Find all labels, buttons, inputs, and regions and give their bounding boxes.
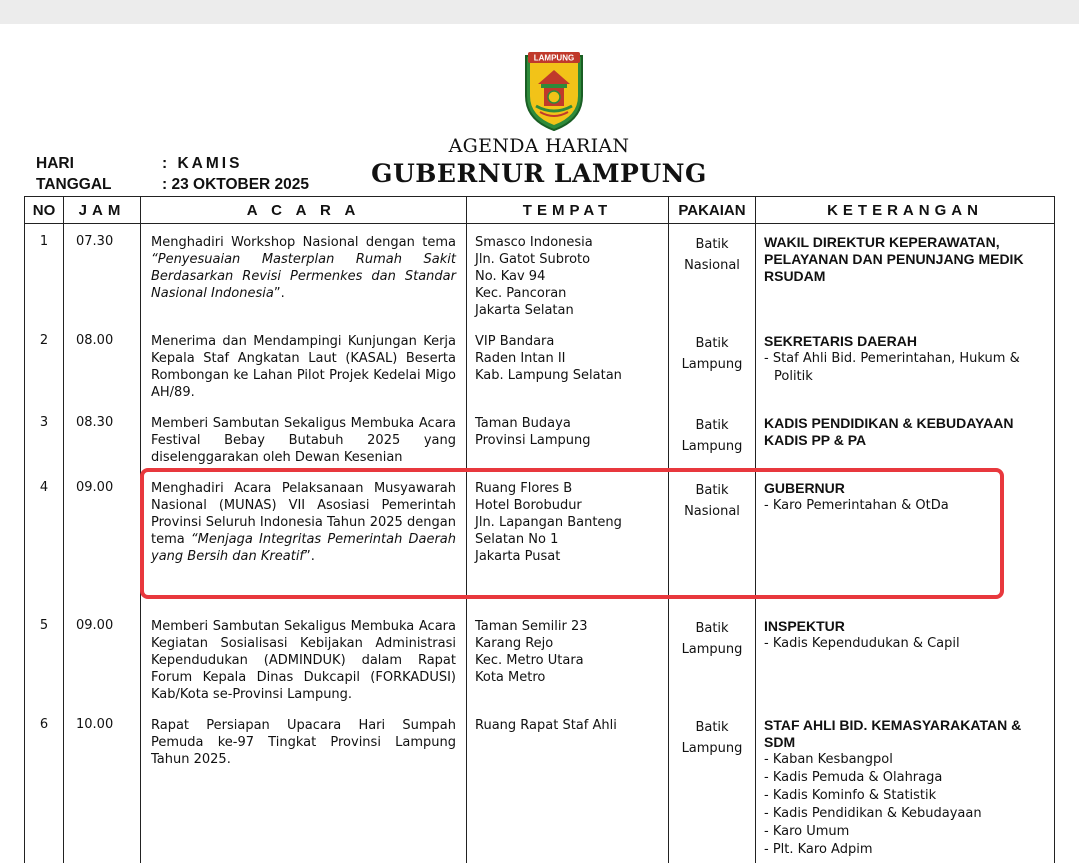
acara-em-text: “Menjaga Integritas Pemerintah Daerah yang Bersih dan Kreatif	[151, 532, 457, 564]
tempat-line: Jakarta Pusat	[475, 549, 561, 564]
tempat-line: Hotel Borobudur	[475, 498, 582, 513]
acara-pre-text: Menghadiri Workshop Nasional dengan tema	[151, 235, 456, 250]
hari-label: HARI	[36, 155, 74, 172]
pakaian-line: Batik	[695, 483, 729, 498]
keterangan-heading: STAF AHLI BID. KEMASYARAKATAN & SDM	[764, 717, 1022, 750]
acara-text	[151, 415, 456, 466]
column-header-acara: A C A R A	[141, 197, 467, 224]
tempat-line: Jln. Lapangan Banteng	[475, 515, 622, 530]
keterangan-item: - Karo Pemerintahan & OtDa	[764, 498, 949, 513]
acara-text	[151, 480, 456, 565]
tempat-line: Jakarta Selatan	[475, 303, 574, 318]
keterangan-item: - Plt. Karo Adpim	[764, 842, 873, 857]
cell-no: 5	[25, 608, 64, 707]
tempat-line: No. Kav 94	[475, 269, 546, 284]
column-header-keterangan: KETERANGAN	[756, 197, 1055, 224]
cell-no: 1	[25, 224, 64, 324]
cell-acara	[141, 224, 467, 324]
tempat-line: Taman Semilir 23	[475, 619, 588, 634]
acara-pre-text: Memberi Sambutan Sekaligus Membuka Acara Festival Bebay Butabuh 2025 yang diselenggarakan oleh Dewan Kesenian	[151, 416, 456, 465]
tempat-line: Smasco Indonesia	[475, 235, 593, 250]
cell-no: 3	[25, 405, 64, 470]
document-title: GUBERNUR LAMPUNG	[371, 159, 707, 188]
acara-pre-text: Menerima dan Mendampingi Kunjungan Kerja Kepala Staf Angkatan Laut (KASAL) Beserta Rombongan ke Lahan Pilot Projek Kedelai Migo AH/89.	[151, 334, 456, 400]
top-bar	[0, 0, 1079, 24]
keterangan-heading: WAKIL DIREKTUR KEPERAWATAN, PELAYANAN DAN PENUNJANG MEDIK RSUDAM	[764, 234, 1024, 284]
table-row	[25, 470, 1055, 608]
tempat-line: Ruang Flores B	[475, 481, 573, 496]
pakaian-line: Lampung	[681, 357, 743, 372]
tempat-line: Karang Rejo	[475, 636, 554, 651]
keterangan-item: - Kadis Pendidikan & Kebudayaan	[764, 806, 982, 821]
agenda-table	[24, 196, 1055, 863]
cell-tempat	[467, 323, 669, 405]
document-subtitle: AGENDA HARIAN	[448, 135, 630, 157]
tempat-line: Jln. Gatot Subroto	[475, 252, 591, 267]
keterangan-item: - Staf Ahli Bid. Pemerintahan, Hukum & Politik	[764, 351, 1020, 384]
tempat-line: Kota Metro	[475, 670, 546, 685]
acara-text	[151, 717, 456, 768]
tempat-line: Kec. Metro Utara	[475, 653, 584, 668]
tempat-line: Kec. Pancoran	[475, 286, 567, 301]
acara-text	[151, 234, 456, 302]
cell-jam: 07.30	[64, 224, 141, 324]
acara-text	[151, 618, 456, 703]
cell-tempat	[467, 707, 669, 863]
cell-acara	[141, 608, 467, 707]
tanggal-label: TANGGAL	[36, 176, 112, 193]
hari-value: : KAMIS	[162, 155, 243, 172]
tempat-line: Selatan No 1	[475, 532, 559, 547]
cell-acara	[141, 323, 467, 405]
table-row	[25, 608, 1055, 707]
keterangan-item: - Kadis Pemuda & Olahraga	[764, 770, 943, 785]
acara-pre-text: Memberi Sambutan Sekaligus Membuka Acara Kegiatan Sosialisasi Kebijakan Administrasi Kependudukan (ADMINDUK) dalam Rapat Forum Kepala Dinas Dukcapil (FORKADUSI) Kab/Kota se-Provinsi Lampung.	[151, 619, 456, 702]
keterangan-item: - Karo Umum	[764, 824, 850, 839]
column-header-no: NO	[25, 197, 64, 224]
tempat-line: Raden Intan II	[475, 351, 566, 366]
tempat-line: Taman Budaya	[475, 416, 571, 431]
pakaian-line: Lampung	[681, 741, 743, 756]
cell-keterangan	[756, 323, 1055, 405]
cell-pakaian	[669, 224, 756, 324]
pakaian-line: Nasional	[684, 258, 740, 273]
pakaian-line: Batik	[695, 621, 729, 636]
table-row	[25, 405, 1055, 470]
cell-pakaian	[669, 707, 756, 863]
tempat-line: VIP Bandara	[475, 334, 555, 349]
cell-keterangan	[756, 707, 1055, 863]
keterangan-heading: SEKRETARIS DAERAH	[764, 333, 917, 349]
table-row	[25, 224, 1055, 324]
column-header-tempat: TEMPAT	[467, 197, 669, 224]
cell-tempat	[467, 470, 669, 608]
cell-acara	[141, 707, 467, 863]
cell-acara	[141, 405, 467, 470]
cell-jam: 08.30	[64, 405, 141, 470]
table-row	[25, 323, 1055, 405]
pakaian-line: Nasional	[684, 504, 740, 519]
pakaian-line: Lampung	[681, 642, 743, 657]
tempat-line: Provinsi Lampung	[475, 433, 591, 448]
cell-jam: 10.00	[64, 707, 141, 863]
cell-tempat	[467, 608, 669, 707]
pakaian-line: Batik	[695, 418, 729, 433]
tempat-line: Kab. Lampung Selatan	[475, 368, 622, 383]
acara-pre-text: Menghadiri Acara Pelaksanaan Musyawarah Nasional (MUNAS) VII Asosiasi Pemerintah Provinsi Seluruh Indonesia Tahun 2025 dengan tema	[151, 481, 456, 547]
keterangan-heading: GUBERNUR	[764, 480, 845, 496]
pakaian-line: Batik	[695, 336, 729, 351]
keterangan-item: - Kadis Kominfo & Statistik	[764, 788, 937, 803]
cell-keterangan	[756, 405, 1055, 470]
cell-jam: 09.00	[64, 608, 141, 707]
cell-pakaian	[669, 470, 756, 608]
pakaian-line: Batik	[695, 720, 729, 735]
cell-jam: 08.00	[64, 323, 141, 405]
lampung-emblem-icon	[522, 50, 586, 132]
acara-post-text: ”.	[304, 549, 315, 564]
tempat-line: Ruang Rapat Staf Ahli	[475, 718, 617, 733]
keterangan-heading: INSPEKTUR	[764, 618, 845, 634]
acara-pre-text: Rapat Persiapan Upacara Hari Sumpah Pemuda ke-97 Tingkat Provinsi Lampung Tahun 2025.	[151, 718, 456, 767]
cell-pakaian	[669, 608, 756, 707]
pakaian-line: Lampung	[681, 439, 743, 454]
column-header-pakaian: PAKAIAN	[669, 197, 756, 224]
keterangan-heading: KADIS PENDIDIKAN & KEBUDAYAAN KADIS PP & PA	[764, 415, 1014, 448]
acara-em-text: “Penyesuaian Masterplan Rumah Sakit Berdasarkan Revisi Permenkes dan Standar Nasional Indonesia	[151, 252, 456, 301]
cell-pakaian	[669, 405, 756, 470]
cell-keterangan	[756, 608, 1055, 707]
cell-jam: 09.00	[64, 470, 141, 608]
acara-text	[151, 333, 456, 401]
keterangan-item: - Kadis Kependudukan & Capil	[764, 636, 960, 651]
keterangan-item: - Kaban Kesbangpol	[764, 752, 893, 767]
cell-tempat	[467, 405, 669, 470]
cell-tempat	[467, 224, 669, 324]
table-row	[25, 707, 1055, 863]
table-header-row	[25, 197, 1055, 224]
pakaian-line: Batik	[695, 237, 729, 252]
cell-keterangan	[756, 224, 1055, 324]
cell-acara	[141, 470, 467, 608]
acara-post-text: ”.	[273, 286, 285, 301]
column-header-jam: JAM	[64, 197, 141, 224]
cell-no: 6	[25, 707, 64, 863]
cell-pakaian	[669, 323, 756, 405]
cell-no: 4	[25, 470, 64, 608]
cell-keterangan	[756, 470, 1055, 608]
cell-no: 2	[25, 323, 64, 405]
tanggal-value: : 23 OKTOBER 2025	[162, 176, 310, 193]
svg-text:LAMPUNG: LAMPUNG	[533, 53, 575, 63]
